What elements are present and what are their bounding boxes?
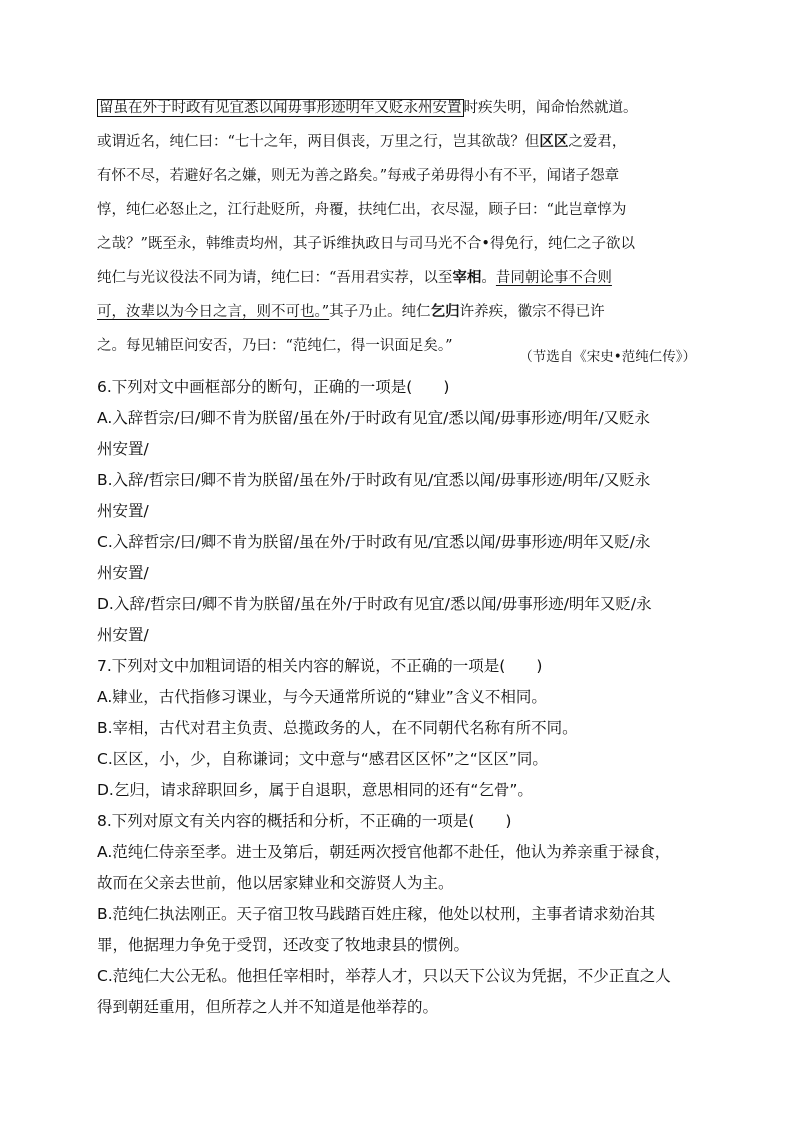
question-line: 州安置/ bbox=[97, 440, 149, 458]
question-line: 得到朝廷重用，但所荐之人并不知道是他举荐的。 bbox=[97, 998, 439, 1016]
question-line: 州安置/ bbox=[97, 502, 149, 520]
bold-term-ququ: 区区 bbox=[539, 133, 569, 150]
question-line: D.入辞/哲宗曰/卿不肯为朕留/虽在外/于时政有见宜/悉以闻/毋事形迹/明年又贬/永 bbox=[97, 595, 652, 613]
question-line: C.入辞哲宗/曰/卿不肯为朕留/虽在外/于时政有见/宜悉以闻/毋事形迹/明年又贬/永 bbox=[97, 533, 651, 551]
question-line: D.乞归，请求辞职回乡，属于自退职，意思相同的还有“乞骨”。 bbox=[97, 781, 533, 799]
question-line: 故而在父亲去世前，他以居家肄业和交游贤人为主。 bbox=[97, 874, 454, 892]
passage-line: 可，汝辈以为今日之言，则不可也。”其子乃止。纯仁乞归许养疾，徽宗不得已许 bbox=[97, 303, 605, 320]
passage-line: 或谓近名，纯仁曰：“七十之年，两目俱丧，万里之行，岂其欲哉？但区区之爱君， bbox=[97, 133, 627, 150]
question-line: A.肄业，古代指修习课业，与今天通常所说的“肄业”含义不相同。 bbox=[97, 688, 547, 706]
questions-section bbox=[97, 372, 697, 1023]
question-line: 州安置/ bbox=[97, 626, 149, 644]
question-line: B.宰相，古代对君主负责、总揽政务的人，在不同朝代名称有所不同。 bbox=[97, 719, 578, 737]
underlined-sentence: 昔同朝论事不合则 bbox=[495, 270, 612, 286]
passage-line: 之哉？”既至永，韩维责均州，其子诉维执政日与司马光不合•得免行，纯仁之子欲以 bbox=[97, 236, 635, 252]
question-line: 7.下列对文中加粗词语的相关内容的解说，不正确的一项是( ) bbox=[97, 657, 543, 675]
passage-source: （节选自《宋史•范纯仁传》） bbox=[519, 349, 696, 365]
question-line: B.范纯仁执法刚正。天子宿卫牧马践踏百姓庄稼，他处以杖刑，主事者请求劾治其 bbox=[97, 905, 656, 923]
question-line: 罪，他据理力争免于受罚，还改变了牧地隶县的惯例。 bbox=[97, 936, 470, 954]
underlined-sentence: 可，汝辈以为今日之言，则不可也。” bbox=[97, 304, 330, 320]
passage-line: 有怀不尽，若避好名之嫌，则无为善之路矣。”每戒子弟毋得小有不平，闻诸子怨章 bbox=[97, 168, 620, 184]
question-line: C.区区，小，少，自称谦词；文中意与“感君区区怀”之“区区”同。 bbox=[97, 750, 548, 768]
question-line: 8.下列对原文有关内容的概括和分析，不正确的一项是( ) bbox=[97, 812, 512, 830]
passage-line: 留虽在外于时政有见宜悉以闻毋事形迹明年又贬永州安置 时疾失明，闻命怡然就道。 bbox=[99, 100, 638, 116]
question-line: 6.下列对文中画框部分的断句，正确的一项是( ) bbox=[97, 378, 450, 396]
bold-term-qigui: 乞归 bbox=[430, 303, 460, 320]
passage-line: 之。每见辅臣问安否，乃曰：“范纯仁，得一识面足矣。” bbox=[97, 338, 453, 354]
question-line: 州安置/ bbox=[97, 564, 149, 582]
question-line: A.入辞哲宗/曰/卿不肯为朕留/虽在外/于时政有见宜/悉以闻/毋事形迹/明年/又贬永 bbox=[97, 409, 651, 427]
question-line: A.范纯仁侍亲至孝。进士及第后，朝廷两次授官他都不赴任，他认为养亲重于禄食， bbox=[97, 843, 671, 861]
boxed-sentence: 留虽在外于时政有见宜悉以闻毋事形迹明年又贬永州安置 bbox=[99, 100, 462, 116]
bold-term-zaixiang: 宰相 bbox=[452, 269, 482, 286]
passage-line: 惇，纯仁必怒止之，江行赴贬所，舟覆，扶纯仁出，衣尽湿，顾子曰：“此岂章惇为 bbox=[97, 202, 627, 218]
passage-line: 纯仁与光议役法不同为请，纯仁曰：“吾用君实荐，以至宰相。昔同朝论事不合则 bbox=[97, 269, 612, 286]
question-line: B.入辞/哲宗曰/卿不肯为朕留/虽在外/于时政有见/宜悉以闻/毋事形迹/明年/又贬永 bbox=[97, 471, 651, 489]
classical-passage bbox=[97, 91, 707, 363]
question-line: C.范纯仁大公无私。他担任宰相时，举荐人才，只以天下公议为凭据，不少正直之人 bbox=[97, 967, 671, 985]
